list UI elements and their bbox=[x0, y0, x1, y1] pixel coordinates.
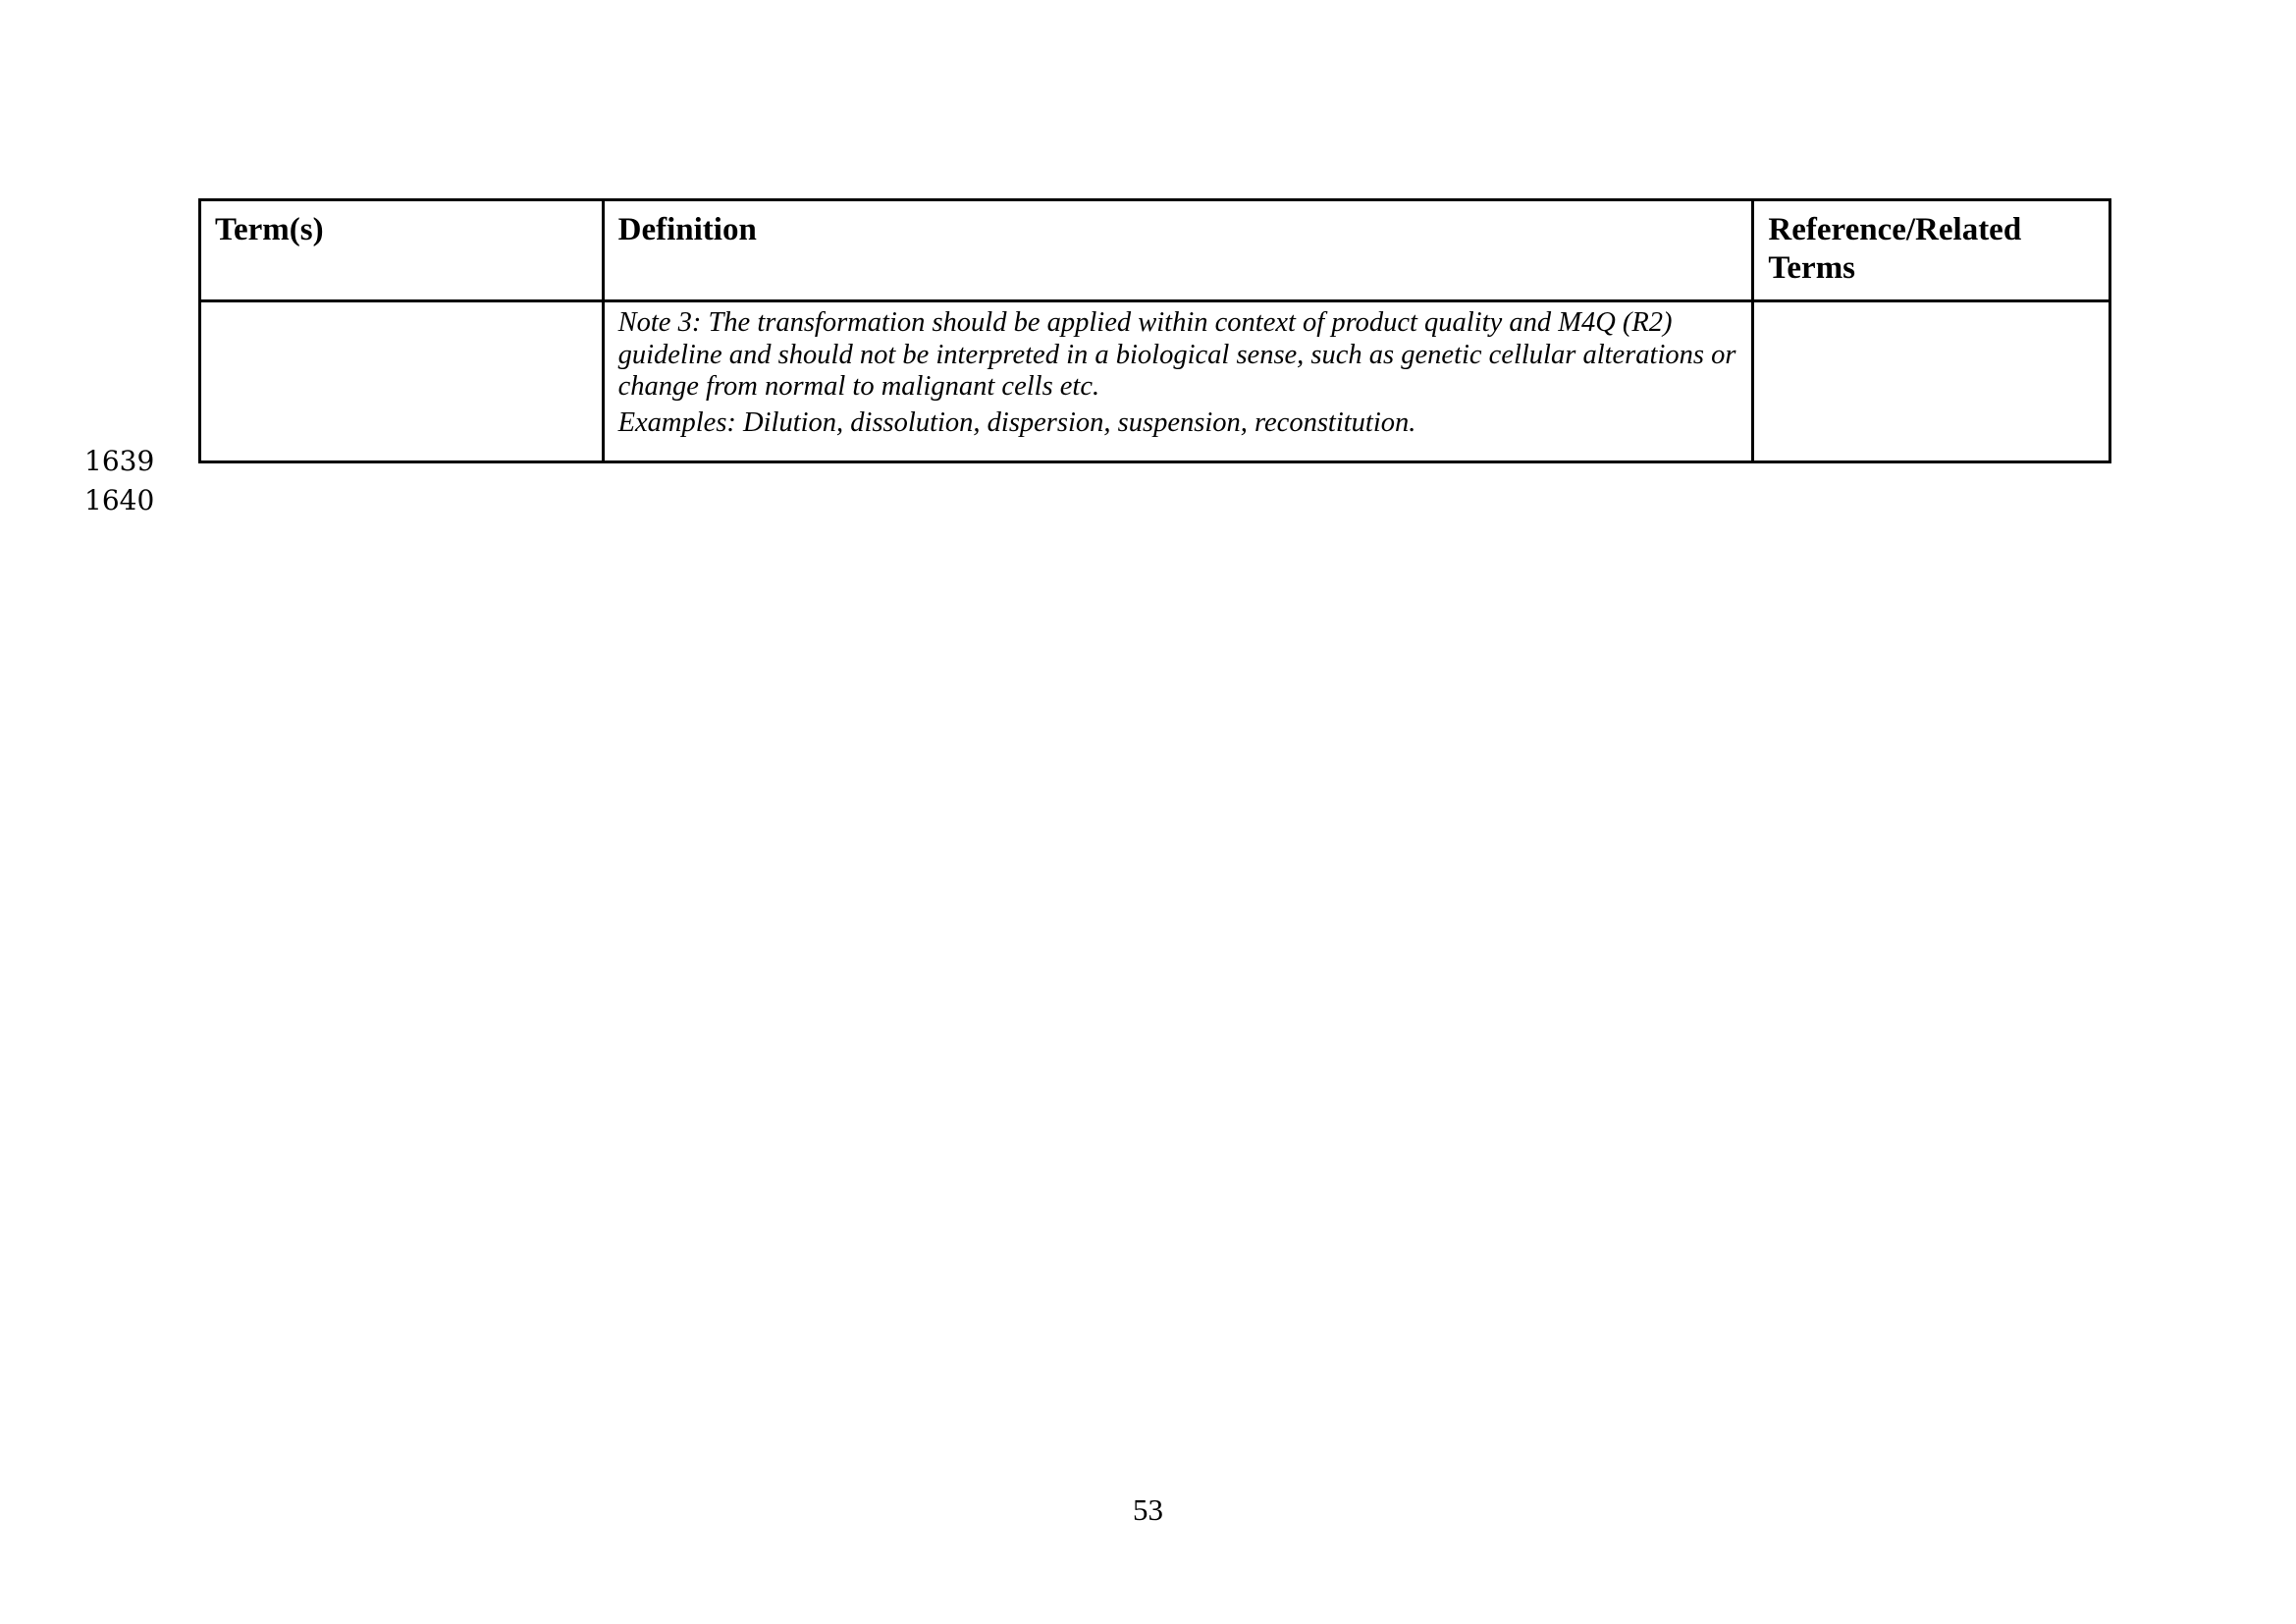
table-header-row bbox=[200, 200, 2110, 301]
header-reference: Reference/Related Terms bbox=[1753, 200, 2110, 301]
definition-note: Note 3: The transformation should be applied within context of product quality and M4Q (R2) guideline and should not be interpreted in a biological sense, such as genetic cellular alterations or change from normal to malignant cells etc. bbox=[617, 307, 1736, 402]
line-number: 1640 bbox=[84, 484, 155, 516]
header-term: Term(s) bbox=[200, 200, 604, 301]
cell-definition bbox=[603, 301, 1753, 462]
page-number: 53 bbox=[1133, 1492, 1163, 1527]
line-number: 1639 bbox=[84, 445, 155, 477]
definition-examples: Examples: Dilution, dissolution, dispersion, suspension, reconstitution. bbox=[617, 406, 1416, 438]
table-row bbox=[200, 301, 2110, 462]
cell-term bbox=[200, 301, 604, 462]
cell-reference bbox=[1753, 301, 2110, 462]
header-definition: Definition bbox=[603, 200, 1753, 301]
glossary-table bbox=[198, 198, 2111, 463]
